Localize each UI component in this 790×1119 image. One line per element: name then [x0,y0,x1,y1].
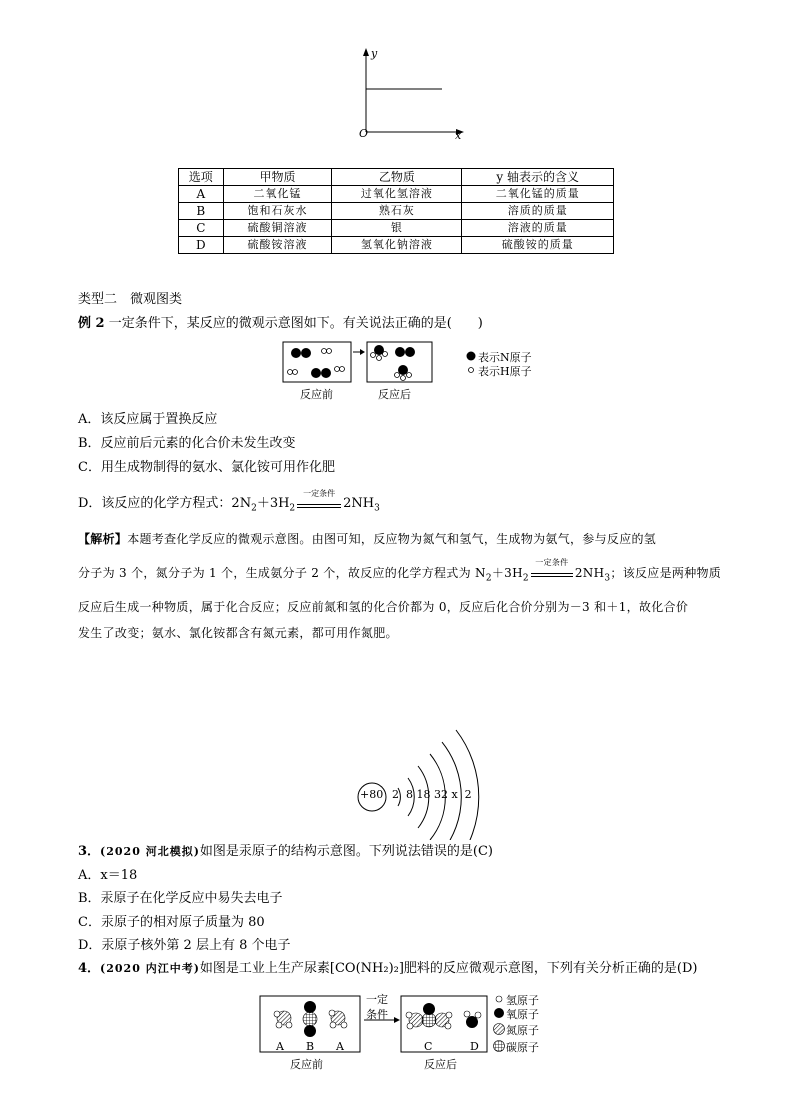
legend-n-atom: 表示N原子 [478,351,532,364]
options-table [178,168,614,254]
origin-label: O [359,127,369,140]
question-number: 3． [78,844,101,859]
table-cell: 银 [332,220,462,237]
question-text: 如图是工业上生产尿素[CO(NH₂)₂]肥料的反应微观示意图，下列有关分析正确的是(D) [199,961,698,976]
table-cell: D [179,237,224,254]
table-cell: 二氧化锰 [223,186,332,203]
before-label: 反应前 [300,388,333,401]
question-3 [78,842,493,862]
table-row [179,237,614,254]
table-row [179,186,614,203]
hydrogen-atom-icon [496,996,502,1002]
q3-option-a: A．x＝18 [78,868,138,883]
before-label: 反应前 [290,1058,323,1071]
molecule-label: B [306,1040,315,1053]
subscript: 3 [374,503,380,514]
analysis-line: 本题考查化学反应的微观示意图。由图可知，反应物为氮气和氢气，生成物为氨气，参与反应的氢 [127,532,657,546]
example-2-question [78,314,483,334]
analysis-line: 反应后生成一种物质，属于化合反应；反应前氮和氢的化合价都为 0，反应后化合价分别为－3 和＋1，故化合价 [78,600,689,614]
equation-part: D．该反应的化学方程式：2N [78,496,252,511]
y-axis-label: y [371,47,378,60]
analysis-line: 分子为 3 个，氮分子为 1 个，生成氨分子 2 个，故反应的化学方程式为 N [78,566,486,580]
analysis-block [78,526,728,646]
carbon-atom-icon [494,1041,505,1052]
analysis-line: ；该反应是两种物质 [610,566,722,580]
table-cell: 硫酸铵溶液 [223,237,332,254]
table-header: 甲物质 [223,169,332,186]
analysis-line: ＋3H [491,566,523,580]
q3-option-d: D．汞原子核外第 2 层上有 8 个电子 [78,938,291,953]
table-cell: 氢氧化钠溶液 [332,237,462,254]
subscript: 3 [604,573,611,584]
table-cell: C [179,220,224,237]
table-cell: 熟石灰 [332,203,462,220]
condition-bottom: 条件 [366,1008,388,1021]
oxygen-atom-icon [494,1008,504,1018]
equation-part: 2NH [343,496,375,511]
table-cell: A [179,186,224,203]
option-b: B．反应前后元素的化合价未发生改变 [78,436,296,451]
table-cell: 二氧化锰的质量 [462,186,614,203]
molecule-label: D [470,1040,479,1053]
table-row [179,203,614,220]
x-axis-label: x [455,129,462,142]
condition-text: 一定条件 [535,558,569,567]
molecule-label: A [276,1040,284,1053]
question-text: 如图是汞原子的结构示意图。下列说法错误的是(C) [199,844,493,859]
table-row [179,220,614,237]
n-atom-legend-icon [467,352,476,361]
table-cell: 溶质的质量 [462,203,614,220]
table-cell: 硫酸铵的质量 [462,237,614,254]
shell-electrons: 2 8 18 32 x 2 [392,788,472,801]
subscript: 2 [251,503,257,514]
condition-top: 一定 [366,993,388,1006]
legend-hydrogen: 氢原子 [506,994,539,1007]
q3-option-b: B．汞原子在化学反应中易失去电子 [78,891,283,906]
option-a: A．该反应属于置换反应 [78,412,218,427]
subscript: 2 [485,573,492,584]
option-d [78,489,380,514]
example-label: 例 2 [78,316,105,331]
table-cell: 溶液的质量 [462,220,614,237]
subscript: 2 [289,503,296,514]
table-header: 选项 [179,169,224,186]
equation-part: ＋3H [256,496,290,511]
section-title: 类型二 微观图类 [78,292,183,307]
question-source: (2020 河北模拟) [100,845,200,858]
after-label: 反应后 [424,1058,457,1071]
table-cell: 饱和石灰水 [223,203,332,220]
condition-arrow [295,489,343,514]
table-header: 乙物质 [332,169,462,186]
legend-carbon: 碳原子 [506,1041,539,1054]
question-source: (2020 内江中考) [100,962,200,975]
question-4 [78,959,698,979]
question-number: 4． [78,961,101,976]
mercury-atom-diagram [350,700,490,840]
analysis-line: 发生了改变；氨水、氯化铵都含有氮元素，都可用作氮肥。 [78,626,398,640]
condition-text: 一定条件 [303,489,336,498]
legend-h-atom: 表示H原子 [478,365,532,378]
condition-arrow [529,560,575,586]
legend-nitrogen: 氮原子 [506,1024,539,1037]
after-label: 反应后 [378,388,411,401]
table-cell: 硫酸铜溶液 [223,220,332,237]
analysis-tag: 【解析】 [78,532,128,546]
nucleus-label: +80 [360,788,384,801]
table-cell: B [179,203,224,220]
subscript: 2 [522,573,529,584]
table-header-row [179,169,614,186]
molecule-label: A [336,1040,344,1053]
h-atom-legend-icon [469,368,474,373]
analysis-line: 2NH [574,566,605,580]
option-c: C．用生成物制得的氨水、氯化铵可用作化肥 [78,460,335,475]
legend-oxygen: 氧原子 [506,1008,539,1021]
q3-option-c: C．汞原子的相对原子质量为 80 [78,915,265,930]
question-text: 一定条件下，某反应的微观示意图如下。有关说法正确的是( ) [108,316,483,331]
nitrogen-atom-icon [494,1024,505,1035]
table-header: y 轴表示的含义 [462,169,614,186]
table-cell: 过氧化氢溶液 [332,186,462,203]
molecule-label: C [424,1040,433,1053]
